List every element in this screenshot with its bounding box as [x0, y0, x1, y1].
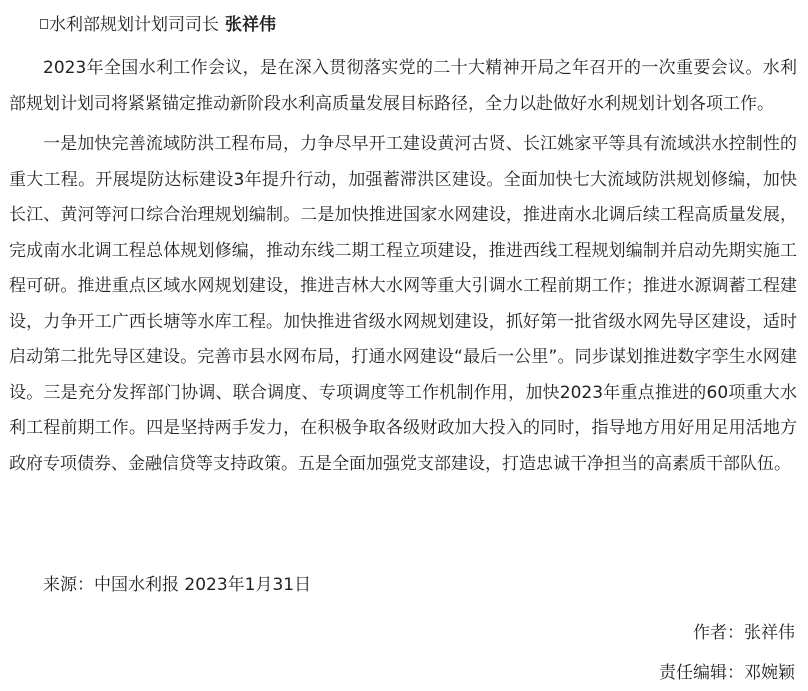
- author-title: 水利部规划计划司司长: [49, 15, 219, 35]
- author-byline: [40, 13, 276, 37]
- responsible-editor: 责任编辑：邓婉颖: [659, 663, 795, 683]
- author-name: 张祥伟: [225, 15, 276, 35]
- article-paragraph-intro: 2023年全国水利工作会议，是在深入贯彻落实党的二十大精神开局之年召开的一次重要会议。水利部规划计划司将紧紧锚定推动新阶段水利高质量发展目标路径，全力以赴做好水利规划计划各项工作。: [9, 58, 797, 114]
- article-source: 来源：中国水利报 2023年1月31日: [43, 575, 312, 595]
- bullet-square-icon: [40, 19, 48, 29]
- article-paragraph-body: 一是加快完善流域防洪工程布局，力争尽早开工建设黄河古贤、长江姚家平等具有流域洪水控制性的重大工程。开展堤防达标建设3年提升行动，加强蓄滞洪区建设。全面加快七大流域防洪规划修编，加快长江、黄河等河口综合治理规划编制。二是加快推进国家水网建设，推进南水北调后续工程高质量发展，完成南水北调工程总体规划修编，推动东线二期工程立项建设，推进西线工程规划编制并启动先期实施工程可研。推进重点区域水网规划建设，推进吉林大水网等重大引调水工程前期工作；推进水源调蓄工程建设，力争开工广西长塘等水库工程。加快推进省级水网规划建设，抓好第一批省级水网先导区建设，适时启动第二批先导区建设。完善市县水网布局，打通水网建设“最后一公里”。同步谋划推进数字孪生水网建设。三是充分发挥部门协调、联合调度、专项调度等工作机制作用，加快2023年重点推进的60项重大水利工程前期工作。四是坚持两手发力，在积极争取各级财政加大投入的同时，指导地方用好用足用活地方政府专项债券、金融信贷等支持政策。五是全面加强党支部建设，打造忠诚干净担当的高素质干部队伍。: [9, 134, 797, 474]
- article-author: 作者：张祥伟: [693, 623, 795, 643]
